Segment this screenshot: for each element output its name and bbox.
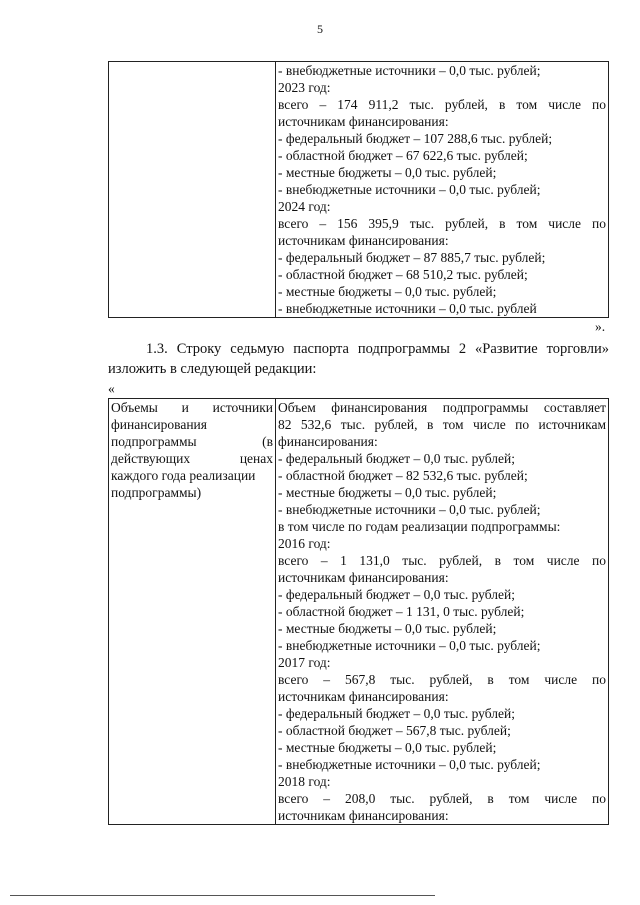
table2-line: - местные бюджеты – 0,0 тыс. рублей; <box>278 485 497 500</box>
table1-left-cell <box>109 62 276 318</box>
table2-line: - местные бюджеты – 0,0 тыс. рублей; <box>278 740 497 755</box>
table1-line: источникам финансирования: <box>278 233 449 248</box>
table2-left-line: каждого года реализации <box>111 468 256 483</box>
table2-line: источникам финансирования: <box>278 689 449 704</box>
table1-right-cell <box>276 62 609 318</box>
table2-line: 82 532,6 тыс. рублей, в том числе по источникам <box>278 417 606 432</box>
table2-line: - внебюджетные источники – 0,0 тыс. рублей; <box>278 502 541 517</box>
table1-line: - внебюджетные источники – 0,0 тыс. рублей; <box>278 63 541 78</box>
table2-line: - федеральный бюджет – 0,0 тыс. рублей; <box>278 706 515 721</box>
table1-line: 2023 год: <box>278 80 331 95</box>
table2-left-line: действующих ценах <box>111 451 273 466</box>
paragraph-line-2: изложить в следующей редакции: <box>108 361 317 377</box>
table2-left-line: финансирования <box>111 417 207 432</box>
table2-left-line: подпрограммы) <box>111 485 202 500</box>
table2-line: - внебюджетные источники – 0,0 тыс. рублей; <box>278 757 541 772</box>
table2-line: в том числе по годам реализации подпрограммы: <box>278 519 561 534</box>
footer-rule <box>10 895 435 896</box>
closing-quote: ». <box>595 319 606 334</box>
table2-right-cell <box>276 399 609 825</box>
table2-line: всего – 208,0 тыс. рублей, в том числе по <box>278 791 606 806</box>
paragraph-line-1: 1.3. Строку седьмую паспорта подпрограммы 2 «Развитие торговли» <box>146 341 609 357</box>
table2-line: - областной бюджет – 1 131, 0 тыс. рублей; <box>278 604 525 619</box>
table1-line: всего – 156 395,9 тыс. рублей, в том числе по <box>278 216 606 231</box>
opening-quote: « <box>108 381 115 396</box>
table1-line: - внебюджетные источники – 0,0 тыс. рублей <box>278 301 537 316</box>
funding-table-continued <box>108 61 609 318</box>
table2-line: всего – 567,8 тыс. рублей, в том числе по <box>278 672 606 687</box>
page-number: 5 <box>317 22 323 36</box>
table2-left-cell <box>109 399 276 825</box>
table2-line: 2017 год: <box>278 655 331 670</box>
table2-line: источникам финансирования: <box>278 808 449 823</box>
table2-line: - областной бюджет – 567,8 тыс. рублей; <box>278 723 511 738</box>
table2-line: всего – 1 131,0 тыс. рублей, в том числе по <box>278 553 606 568</box>
table2-line: 2016 год: <box>278 536 331 551</box>
table2-line: - областной бюджет – 82 532,6 тыс. рублей; <box>278 468 528 483</box>
table1-line: 2024 год: <box>278 199 331 214</box>
table1-line: - федеральный бюджет – 87 885,7 тыс. рублей; <box>278 250 546 265</box>
table2-line: источникам финансирования: <box>278 570 449 585</box>
table2-left-line: Объемы и источники <box>111 400 273 415</box>
table2-line: - местные бюджеты – 0,0 тыс. рублей; <box>278 621 497 636</box>
table2-line: - федеральный бюджет – 0,0 тыс. рублей; <box>278 587 515 602</box>
funding-table-subprogram-2 <box>108 398 609 825</box>
table1-line: - внебюджетные источники – 0,0 тыс. рублей; <box>278 182 541 197</box>
table1-line: - областной бюджет – 68 510,2 тыс. рублей; <box>278 267 528 282</box>
table2-line: - внебюджетные источники – 0,0 тыс. рублей; <box>278 638 541 653</box>
table2-line: - федеральный бюджет – 0,0 тыс. рублей; <box>278 451 515 466</box>
table1-line: - местные бюджеты – 0,0 тыс. рублей; <box>278 284 497 299</box>
table1-line: - областной бюджет – 67 622,6 тыс. рублей; <box>278 148 528 163</box>
table1-line: всего – 174 911,2 тыс. рублей, в том числе по <box>278 97 606 112</box>
table2-left-line: подпрограммы (в <box>111 434 273 449</box>
table2-line: 2018 год: <box>278 774 331 789</box>
table1-line: - местные бюджеты – 0,0 тыс. рублей; <box>278 165 497 180</box>
table1-line: источникам финансирования: <box>278 114 449 129</box>
table2-line: финансирования: <box>278 434 378 449</box>
table2-line: Объем финансирования подпрограммы составляет <box>278 400 606 415</box>
table1-line: - федеральный бюджет – 107 288,6 тыс. рублей; <box>278 131 553 146</box>
